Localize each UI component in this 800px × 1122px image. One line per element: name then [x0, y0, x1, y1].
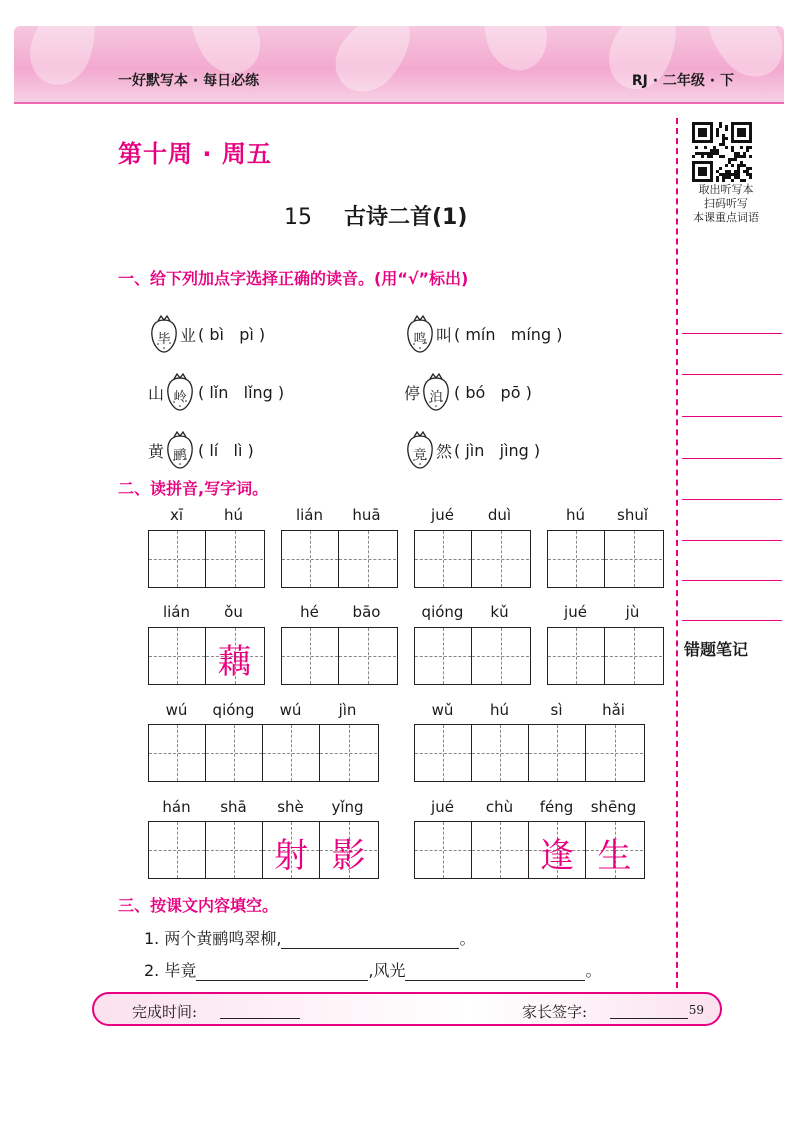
writing-cell[interactable]	[586, 822, 643, 878]
written-character: 藕	[217, 642, 252, 682]
pronunciation-item	[404, 430, 540, 470]
pinyin-syllable: xī	[169, 506, 184, 524]
parent-signature-label: 家长签字:	[522, 1003, 588, 1021]
answer-blank[interactable]	[405, 967, 585, 981]
lesson-number: 15	[284, 205, 312, 230]
note-line	[682, 499, 782, 500]
strawberry-icon	[421, 372, 451, 412]
header-rule	[14, 102, 784, 104]
writing-cell[interactable]	[320, 822, 377, 878]
pinyin-syllable: shēng	[590, 798, 637, 816]
writing-grid	[148, 627, 265, 685]
answer-blank[interactable]	[196, 967, 368, 981]
writing-cell[interactable]	[263, 822, 320, 878]
writing-grid	[414, 627, 531, 685]
answer-blank[interactable]	[281, 935, 459, 949]
note-line	[682, 416, 782, 417]
note-line	[682, 580, 782, 581]
pinyin-syllable: kǔ	[490, 603, 509, 621]
writing-grid	[148, 724, 379, 782]
writing-cell[interactable]	[472, 531, 529, 587]
pinyin-syllable: lián	[295, 506, 324, 524]
parent-signature-blank[interactable]	[610, 1018, 688, 1019]
error-notes-label: 错题笔记	[684, 640, 749, 659]
dotted-character: 鸣	[413, 332, 427, 347]
dotted-character: 鹂	[173, 448, 187, 463]
note-line	[682, 620, 782, 621]
writing-cell[interactable]	[529, 725, 586, 781]
header-banner	[14, 26, 784, 104]
writing-cell[interactable]	[415, 822, 472, 878]
writing-cell[interactable]	[605, 531, 662, 587]
pinyin-syllable: shuǐ	[617, 506, 648, 524]
pronunciation-item	[148, 314, 265, 354]
item-suffix-char: 然	[436, 441, 453, 461]
pinyin-syllable: jù	[625, 603, 640, 621]
writing-grid	[547, 627, 664, 685]
lesson-name: 古诗二首(1)	[344, 205, 468, 230]
pinyin-syllable: yǐng	[331, 798, 364, 816]
writing-grid	[281, 530, 398, 588]
item-prefix-char: 黄	[148, 441, 165, 461]
writing-cell[interactable]	[548, 531, 605, 587]
pinyin-syllable: lián	[162, 603, 191, 621]
pinyin-options[interactable]: ( lǐn lǐng )	[198, 382, 285, 402]
q1-title: 一、给下列加点字选择正确的读音。(用“√”标出)	[118, 269, 469, 288]
writing-cell[interactable]	[263, 725, 320, 781]
petal-decoration	[20, 26, 107, 94]
writing-grid	[281, 627, 398, 685]
writing-cell[interactable]	[206, 725, 263, 781]
q3-line-2	[144, 958, 601, 981]
pinyin-syllable: hán	[162, 798, 191, 816]
pinyin-syllable: shè	[277, 798, 304, 816]
writing-cell[interactable]	[149, 822, 206, 878]
q3-line2-mid: ,风光	[368, 961, 406, 980]
writing-cell[interactable]	[472, 725, 529, 781]
q2-title: 二、读拼音,写字词。	[118, 479, 269, 498]
written-character: 逢	[540, 836, 574, 876]
item-suffix-char: 业	[180, 325, 197, 345]
writing-cell[interactable]	[206, 822, 263, 878]
qr-caption	[676, 183, 776, 225]
pronunciation-item	[404, 314, 562, 354]
writing-cell[interactable]	[415, 531, 472, 587]
note-line	[682, 333, 782, 334]
strawberry-icon	[165, 430, 195, 470]
note-line	[682, 374, 782, 375]
written-character: 生	[597, 836, 632, 876]
dotted-character: 毕	[157, 332, 171, 347]
writing-cell[interactable]	[339, 531, 396, 587]
petal-decoration	[473, 26, 554, 77]
pronunciation-item	[148, 430, 254, 470]
writing-cell[interactable]	[206, 628, 263, 684]
writing-cell[interactable]	[529, 822, 586, 878]
writing-cell[interactable]	[472, 822, 529, 878]
pinyin-syllable: chù	[485, 798, 514, 816]
note-line	[682, 540, 782, 541]
writing-cell[interactable]	[149, 531, 206, 587]
writing-cell[interactable]	[206, 531, 263, 587]
q3-title: 三、按课文内容填空。	[118, 896, 279, 915]
pinyin-options[interactable]: ( jìn jìng )	[454, 440, 541, 460]
item-prefix-char: 山	[148, 383, 165, 403]
pinyin-syllable: wǔ	[431, 701, 454, 719]
writing-grid	[148, 530, 265, 588]
pinyin-syllable: sì	[550, 701, 563, 719]
writing-cell[interactable]	[282, 531, 339, 587]
pinyin-syllable: wú	[165, 701, 188, 719]
lesson-title	[284, 200, 467, 231]
qr-caption-line: 取出听写本	[698, 183, 754, 196]
pinyin-options[interactable]: ( bì pì )	[198, 324, 266, 344]
dotted-character: 竟	[413, 448, 427, 463]
writing-grid	[547, 530, 664, 588]
q3-line-1	[144, 926, 475, 949]
writing-cell[interactable]	[586, 725, 643, 781]
pinyin-syllable: jìn	[338, 701, 357, 719]
writing-cell[interactable]	[415, 725, 472, 781]
pinyin-syllable: hú	[489, 701, 509, 719]
pinyin-syllable: jué	[431, 798, 454, 816]
writing-cell[interactable]	[472, 628, 529, 684]
pronunciation-item	[148, 372, 284, 412]
pinyin-syllable: duì	[487, 506, 512, 524]
writing-grid	[414, 724, 645, 782]
writing-cell[interactable]	[415, 628, 472, 684]
page-number: 59	[688, 1003, 704, 1017]
completion-time-blank[interactable]	[220, 1018, 300, 1019]
pinyin-syllable: qióng	[421, 603, 464, 621]
q3-line2-text: 2. 毕竟	[144, 961, 197, 980]
writing-cell[interactable]	[548, 628, 605, 684]
strawberry-icon	[165, 372, 195, 412]
writing-grid	[148, 821, 379, 879]
strawberry-icon	[405, 430, 435, 470]
writing-grid	[414, 530, 531, 588]
qr-caption-line: 扫码听写	[704, 197, 748, 210]
qr-code[interactable]	[692, 122, 752, 182]
q3-line1-text: 1. 两个黄鹂鸣翠柳,	[144, 929, 282, 948]
strawberry-icon	[405, 314, 435, 354]
written-character: 影	[331, 836, 366, 876]
q3-line1-end: 。	[459, 929, 476, 948]
pinyin-syllable: hú	[565, 506, 585, 524]
writing-cell[interactable]	[339, 628, 396, 684]
dotted-character: 岭	[173, 390, 187, 405]
writing-cell[interactable]	[605, 628, 662, 684]
week-title: 第十周 · 周五	[118, 140, 272, 168]
writing-grid	[414, 821, 645, 879]
pinyin-options[interactable]: ( lí lì )	[198, 440, 254, 460]
item-prefix-char: 停	[404, 383, 421, 403]
written-character: 射	[274, 836, 308, 876]
dotted-character: 泊	[429, 390, 443, 405]
petal-decoration	[322, 26, 426, 104]
note-line	[682, 458, 782, 459]
margin-divider	[676, 118, 678, 998]
pinyin-syllable: hé	[300, 603, 319, 621]
pinyin-syllable: féng	[539, 798, 574, 816]
pinyin-options[interactable]: ( mín míng )	[454, 324, 563, 344]
pinyin-syllable: huā	[352, 506, 381, 524]
writing-cell[interactable]	[282, 628, 339, 684]
pinyin-syllable: shā	[220, 798, 247, 816]
pinyin-syllable: jué	[564, 603, 587, 621]
pinyin-syllable: hú	[223, 506, 243, 524]
completion-time-label: 完成时间:	[132, 1003, 198, 1021]
pronunciation-item	[404, 372, 532, 412]
pinyin-syllable: bāo	[352, 603, 381, 621]
pinyin-syllable: hǎi	[602, 701, 625, 719]
header-series-title: 一好默写本 · 每日必练	[118, 73, 260, 89]
pinyin-syllable: wú	[279, 701, 302, 719]
strawberry-icon	[149, 314, 179, 354]
footer-bar	[92, 992, 722, 1026]
writing-cell[interactable]	[320, 725, 377, 781]
qr-caption-line: 本课重点词语	[693, 211, 759, 224]
pinyin-options[interactable]: ( bó pō )	[454, 382, 532, 402]
item-suffix-char: 叫	[436, 325, 453, 345]
pinyin-syllable: jué	[431, 506, 454, 524]
q3-line2-end: 。	[585, 961, 602, 980]
pinyin-syllable: ǒu	[224, 603, 243, 621]
writing-cell[interactable]	[149, 628, 206, 684]
pinyin-syllable: qióng	[212, 701, 255, 719]
header-grade: RJ · 二年级 · 下	[631, 73, 734, 89]
writing-cell[interactable]	[149, 725, 206, 781]
